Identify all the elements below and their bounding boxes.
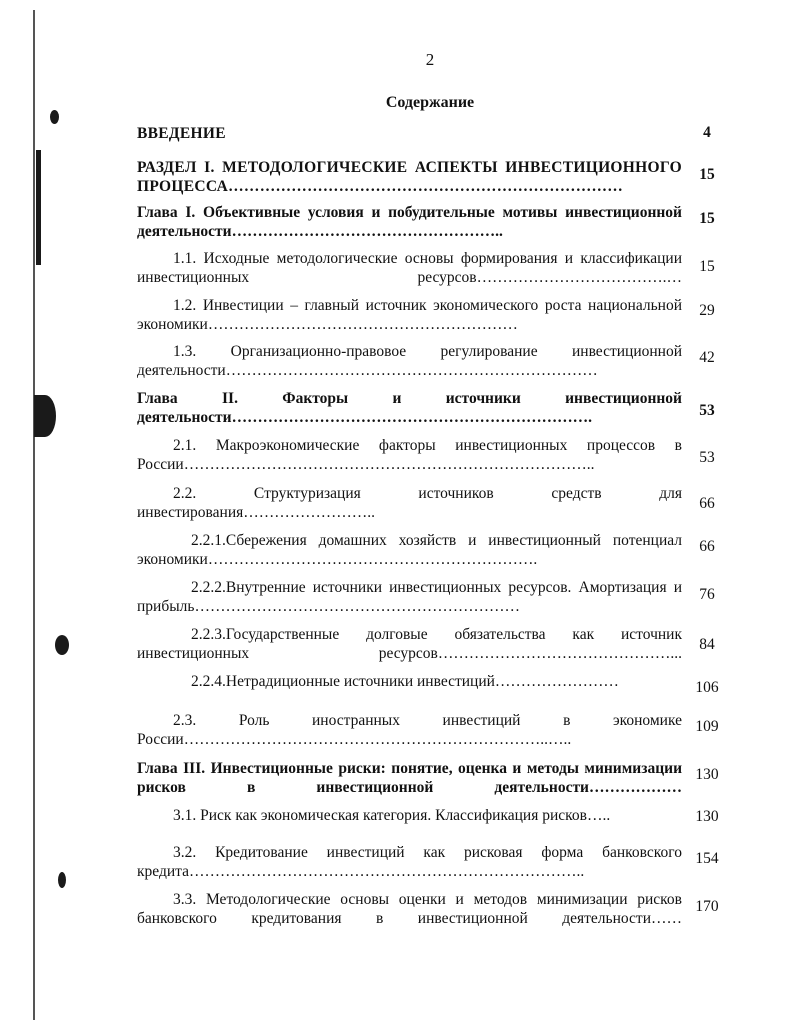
toc-entry-1-2: 1.2. Инвестиции – главный источник экономического роста национальной экономики…………………………………………………… <box>137 297 682 333</box>
toc-page-chapter-3: 130 <box>695 766 719 783</box>
toc-entry-3-1: 3.1. Риск как экономическая категория. Классификация рисков….. <box>173 807 611 824</box>
toc-entry-2-3: 2.3. Роль иностранных инвестиций в экономике России……………………………………………………………..….. <box>137 712 682 748</box>
toc-entry-2-2: 2.2. Структуризация источников средств для инвестирования…………………….. <box>137 485 682 521</box>
scan-edge-line <box>33 10 35 1020</box>
toc-page-2-3: 109 <box>695 718 719 735</box>
toc-page-1-2: 29 <box>699 302 715 319</box>
toc-page-2-2-2: 76 <box>699 586 715 603</box>
toc-entry-2-2-3: 2.2.3.Государственные долговые обязательства как источник инвестиционных ресурсов………………………………………... <box>137 626 682 662</box>
toc-page-chapter-2: 53 <box>699 402 715 419</box>
toc-page-1-3: 42 <box>699 349 715 366</box>
toc-page-2-2-1: 66 <box>699 538 715 555</box>
toc-entry-chapter-2: Глава II. Факторы и источники инвестиционной деятельности……………………………………………………………. <box>137 390 682 426</box>
toc-entry-chapter-3: Глава III. Инвестиционные риски: понятие, оценка и методы минимизации рисков в инвестиционной деятельности……………… <box>137 760 682 796</box>
toc-page-2-1: 53 <box>699 449 715 466</box>
toc-entry-section-1: РАЗДЕЛ I. МЕТОДОЛОГИЧЕСКИЕ АСПЕКТЫ ИНВЕСТИЦИОННОГО ПРОЦЕССА………………………………………………………………… <box>137 159 682 195</box>
toc-page-2-2-3: 84 <box>699 636 715 653</box>
toc-page-section-1: 15 <box>699 166 715 183</box>
page-number: 2 <box>425 50 435 69</box>
toc-page-3-1: 130 <box>695 808 719 825</box>
scan-blot <box>50 110 59 124</box>
toc-entry-2-1: 2.1. Макроэкономические факторы инвестиционных процессов в России…………………………………………………………………….. <box>137 437 682 473</box>
toc-entry-1-1: 1.1. Исходные методологические основы формирования и классификации инвестиционных ресурсов……………………………….… <box>137 250 682 286</box>
scan-blot <box>55 635 69 655</box>
toc-page-introduction: 4 <box>703 124 711 141</box>
toc-page-3-2: 154 <box>695 850 719 867</box>
toc-entry-3-3: 3.3. Методологические основы оценки и методов минимизации рисков банковского кредитования в инвестиционной деятельности…… <box>137 891 682 927</box>
toc-page-2-2-4: 106 <box>695 679 719 696</box>
scan-blot <box>58 872 66 888</box>
toc-entry-3-2: 3.2. Кредитование инвестиций как рисковая форма банковского кредита………………………………………………………………….. <box>137 844 682 880</box>
toc-page-1-1: 15 <box>699 258 715 275</box>
toc-entry-2-2-4: 2.2.4.Нетрадиционные источники инвестиций…………………… <box>191 673 619 690</box>
toc-entry-chapter-1: Глава I. Объективные условия и побудительные мотивы инвестиционной деятельности…………………………………………….. <box>137 204 682 240</box>
toc-entry-1-3: 1.3. Организационно-правовое регулирование инвестиционной деятельности……………………………………………………………… <box>137 343 682 379</box>
scan-blot <box>36 150 41 265</box>
toc-page-2-2: 66 <box>699 495 715 512</box>
toc-entry-introduction: ВВЕДЕНИЕ <box>137 125 226 142</box>
toc-page-3-3: 170 <box>695 898 719 915</box>
scan-blot <box>34 395 56 437</box>
toc-entry-2-2-1: 2.2.1.Сбережения домашних хозяйств и инвестиционный потенциал экономики………………………………………………………. <box>137 532 682 568</box>
toc-entry-2-2-2: 2.2.2.Внутренние источники инвестиционных ресурсов. Амортизация и прибыль……………………………………………………… <box>137 579 682 615</box>
toc-page-chapter-1: 15 <box>699 210 715 227</box>
page-title: Содержание <box>385 94 475 111</box>
